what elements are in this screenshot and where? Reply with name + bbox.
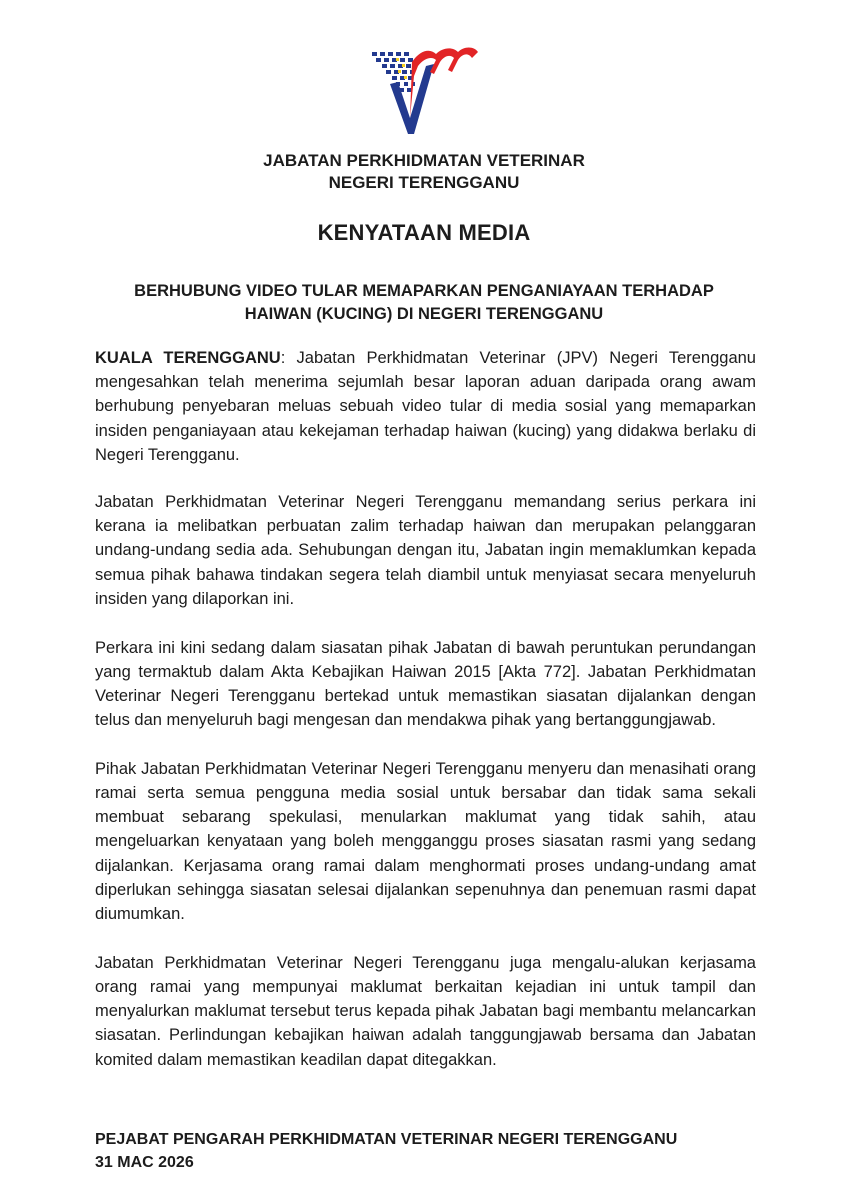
paragraph-2: Jabatan Perkhidmatan Veterinar Negeri Terengganu memandang serius perkara ini kerana ia melibatkan perbuatan zalim terhadap haiwan dan merupakan pelanggaran undang-undang sedia ada. Sehubungan dengan itu, Jabatan ingin memaklumkan kepada semua pihak bahawa tindakan segera telah diambil untuk menyiasat secara menyeluruh insiden yang dilaporkan ini. bbox=[95, 493, 756, 608]
issuing-office: PEJABAT PENGARAH PERKHIDMATAN VETERINAR NEGERI TERENGGANU bbox=[95, 1131, 678, 1148]
paragraph-3: Perkara ini kini sedang dalam siasatan pihak Jabatan di bawah peruntukan perundangan yang termaktub dalam Akta Kebajikan Haiwan 2015 [Akta 772]. Jabatan Perkhidmatan Veterinar Negeri Terengganu bertekad untuk memastikan siasatan dijalankan dengan telus dan menyeluruh bagi mengesan dan mendakwa pihak yang bertanggungjawab. bbox=[95, 638, 756, 730]
issue-date: 31 MAC 2026 bbox=[95, 1154, 194, 1171]
paragraph-1-text: : Jabatan Perkhidmatan Veterinar (JPV) Negeri Terengganu mengesahkan telah menerima sejumlah besar laporan aduan daripada orang awam berhubung penyebaran meluas sebuah video tular di media sosial yang memaparkan insiden penganiayaan atau kekejaman terhadap haiwan (kucing) yang didakwa berlaku di Negeri Terengganu. bbox=[95, 349, 756, 464]
statement-body bbox=[95, 346, 756, 1096]
paragraph-1 bbox=[95, 346, 756, 467]
paragraph-5: Jabatan Perkhidmatan Veterinar Negeri Terengganu juga mengalu-alukan kerjasama orang ramai yang mempunyai maklumat berkaitan kejadian ini untuk tampil dan menyalurkan maklumat tersebut terus kepada pihak Jabatan bagi membantu melancarkan siasatan. Perlindungan kebajikan haiwan adalah tanggungjawab bersama dan Jabatan komited dalam memastikan keadilan dapat ditegakkan. bbox=[95, 953, 756, 1069]
jpv-logo-icon bbox=[372, 44, 480, 136]
department-name bbox=[0, 150, 848, 194]
document-title: KENYATAAN MEDIA bbox=[317, 220, 531, 245]
subject-heading bbox=[0, 280, 848, 326]
department-line-2: NEGERI TERENGGANU bbox=[328, 173, 520, 192]
paragraph-4: Pihak Jabatan Perkhidmatan Veterinar Negeri Terengganu menyeru dan menasihati orang ramai serta semua pengguna media sosial untuk bersabar dan tidak sama sekali membuat sebarang spekulasi, menularkan maklumat yang tidak sahih, atau mengeluarkan kenyataan yang boleh mengganggu proses siasatan rasmi yang sedang dijalankan. Kerjasama orang ramai dalam menghormati proses undang-undang amat diperlukan sehingga siasatan selesai dijalankan sepenuhnya dan penemuan rasmi dapat diumumkan. bbox=[95, 759, 756, 924]
subject-line-2: HAIWAN (KUCING) DI NEGERI TERENGGANU bbox=[244, 305, 604, 323]
subject-line-1: BERHUBUNG VIDEO TULAR MEMAPARKAN PENGANIAYAAN TERHADAP bbox=[134, 282, 714, 300]
dateline: KUALA TERENGGANU bbox=[95, 349, 281, 367]
department-line-1: JABATAN PERKHIDMATAN VETERINAR bbox=[263, 151, 585, 170]
signature-block bbox=[95, 1128, 677, 1174]
